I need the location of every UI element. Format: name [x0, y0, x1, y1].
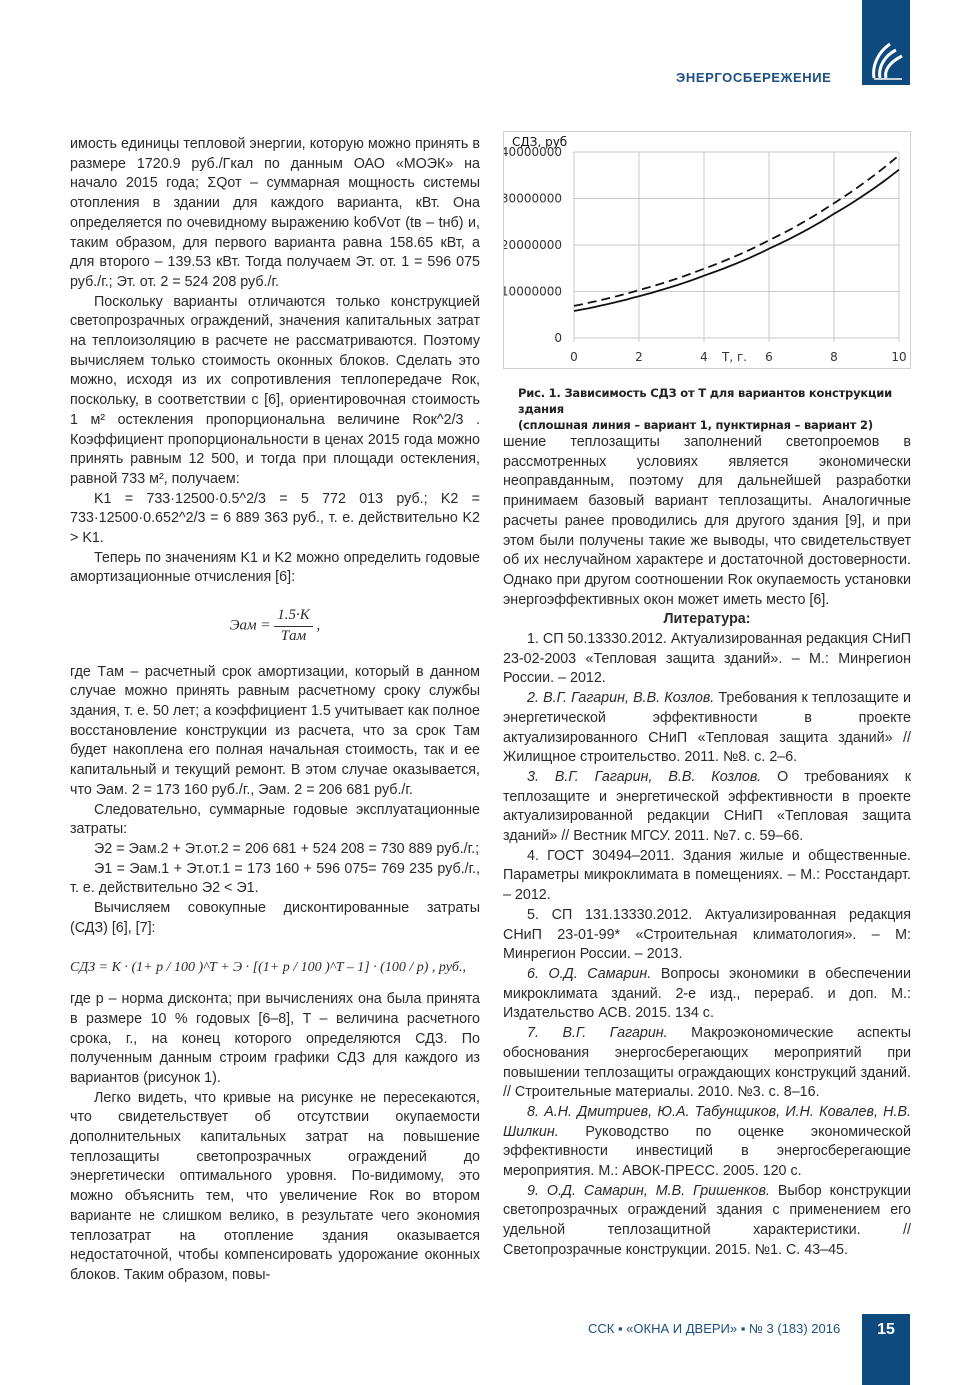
equation-e2: Э2 = Эам.2 + Эт.от.2 = 206 681 + 524 208 = 730 889 руб./г.; — [94, 840, 480, 857]
svg-text:4: 4 — [700, 350, 708, 364]
paragraph: Поскольку варианты отличаются только конструкцией светопрозрачных ограждений, значения капитальных затрат на теплоизоляцию в расчете не рассматриваются. Поэтому вычисляем только стоимость оконных блоков. Сделать это можно, исходя из их сопротивления теплопередаче Rок, поскольку, в соответствии с [6], ориентировочная стоимость 1 м² остекления пропорциональна величине Rок^2/3 . Коэффициент пропорциональности в ценах 2015 года можно принять равным 12 500, и тогда при площади остекления, равной 733 м², получаем: — [70, 293, 480, 487]
reference-author: 9. О.Д. Самарин, М.В. Гришенков. — [527, 1182, 770, 1199]
reference-author: 3. В.Г. Гагарин, В.В. Козлов. — [527, 768, 762, 785]
reference-item — [503, 906, 911, 965]
paragraph: где Tам – расчетный срок амортизации, который в данном случае можно принять равным расчетному сроку службы здания, т. е. 50 лет; а коэффициент 1.5 учитывает как полное восстановление конструкции из расчета, что за срок Tам будет накоплена его полная начальная стоимость, так и ее капитальный и текущий ремонт. В этом случае оказывается, что Эам. 2 = 173 160 руб./г., Эам. 2 = 206 681 руб./г. — [70, 663, 480, 798]
reference-item — [503, 965, 911, 1024]
figure-chart — [503, 131, 911, 369]
fraction — [274, 606, 313, 646]
reference-text: О требованиях к теплозащите и энергетической эффективности в проекте актуализированной редакции СНиП «Тепловая защита зданий» // Вестник МГСУ. 2011. №7. с. 59–66. — [503, 768, 911, 845]
formula-sdz: СДЗ = K · (1+ p / 100 )^T + Э · [(1+ p / 100 )^T – 1] · (100 / p) , руб., — [70, 960, 466, 976]
svg-text:6: 6 — [765, 350, 773, 364]
paragraph: Следовательно, суммарные годовые эксплуатационные затраты: — [70, 801, 480, 838]
section-title: ЭНЕРГОСБЕРЕЖЕНИЕ — [676, 70, 832, 85]
reference-text: Макроэкономические аспекты обоснования энергосберегающих мероприятий при повышении теплозащиты ограждающих конструкций зданий. // Строительные материалы. 2010. №3. с. 8–16. — [503, 1025, 911, 1101]
reference-item — [503, 1182, 911, 1261]
equation-e1: Э1 = Эам.1 + Эт.от.1 = 173 160 + 596 075= 769 235 руб./г., т. е. действительно Э2 < Э1. — [70, 860, 480, 897]
figure-caption — [518, 385, 903, 433]
literature-title: Литература: — [663, 611, 751, 628]
reference-author: 2. В.Г. Гагарин, В.В. Козлов. — [527, 690, 715, 707]
logo-icon — [868, 38, 904, 82]
paragraph: Легко видеть, что кривые на рисунке не пересекаются, что свидетельствует об отсутствии окупаемости дополнительных капитальных затрат на повышение теплозащиты светопрозрачных ограждений до энергетически оптимального уровня. По-видимому, это можно объяснить тем, что увеличение Rок во втором варианте не слишком велико, в результате чего экономия теплозатрат на отопление здания оказывается недостаточной, чтобы компенсировать удорожание оконных блоков. Таким образом, повы- — [70, 1089, 480, 1283]
svg-text:20000000: 20000000 — [504, 238, 562, 252]
paragraph: Вычисляем совокупные дисконтированные затраты (СДЗ) [6], [7]: — [70, 900, 480, 936]
caption-line: Рис. 1. Зависимость СДЗ от Т для вариантов конструкции здания — [518, 386, 893, 416]
formula-lhs: Эам = — [229, 617, 271, 634]
svg-text:0: 0 — [554, 331, 562, 345]
reference-author: 8. А.Н. Дмитриев, Ю.А. Табунщиков, И.Н. Ковалев, Н.В. Шилкин. — [503, 1103, 911, 1140]
reference-text: 4. ГОСТ 30494–2011. Здания жилые и общественные. Параметры микроклимата в помещениях. – М.: Росстандарт. – 2012. — [503, 847, 911, 904]
reference-text: Руководство по оценке экономической эффективности инвестиций в энергосберегающие мероприятия. М.: АВОК-ПРЕСС. 2005. 120 с. — [503, 1123, 911, 1180]
reference-text: Выбор конструкции светопрозрачных ограждений здания с применением его удельной теплозащитной характеристики. // Светопрозрачные конструкции. 2015. №1. С. 43–45. — [503, 1182, 911, 1258]
paragraph: шение теплозащиты заполнений светопроемов в рассмотренных условиях является экономически неоправданным, поэтому для дальнейшей разработки принимаем базовый вариант теплозащиты. Аналогичные расчеты ранее проводились для другого здания [9], и при этом были получены такие же выводы, что свидетельствует об их неслучайном характере и достаточной достоверности. Однако при другом соотношении Rок окупаемость установки энергоэффективных окон может иметь место [6]. — [503, 434, 911, 608]
reference-author: 6. О.Д. Самарин. — [527, 965, 652, 982]
page-number: 15 — [877, 1321, 895, 1338]
left-column — [70, 135, 480, 1286]
svg-text:30000000: 30000000 — [504, 191, 562, 206]
chart-grid — [574, 152, 899, 342]
svg-text:10: 10 — [891, 350, 907, 364]
svg-text:8: 8 — [830, 350, 838, 364]
denominator: Tам — [280, 627, 307, 644]
caption-line: (сплошная линия – вариант 1, пунктирная – вариант 2) — [518, 418, 873, 432]
reference-item — [503, 847, 911, 906]
journal-footer: ССК ▪ «ОКНА И ДВЕРИ» ▪ № 3 (183) 2016 — [588, 1321, 841, 1336]
reference-text: Вопросы экономики в обеспечении микроклимата зданий. 2-е изд., перераб. и доп. М.: Издательство АСВ. 2015. 134 с. — [503, 965, 911, 1022]
paragraph: где p – норма дисконта; при вычислениях она была принята в размере 10 % годовых [6–8], T – величина расчетного срока, г., на конец которого определяются СДЗ. По полученным данным строим графики СДЗ для каждого из вариантов (рисунок 1). — [70, 991, 480, 1086]
svg-text:10000000: 10000000 — [504, 284, 562, 299]
reference-text: Требования к теплозащите и энергетической эффективности в проекте актуализированного СНиП «Тепловая защита зданий» // Жилищное строительство. 2011. №8. с. 2–6. — [503, 690, 911, 766]
series-variant-1-solid — [574, 170, 899, 311]
series-variant-2-dashed — [574, 155, 899, 306]
reference-author: 7. В.Г. Гагарин. — [527, 1025, 668, 1042]
header-brand-band — [862, 0, 910, 85]
paragraph: Теперь по значениям K1 и K2 можно определить годовые амортизационные отчисления [6]: — [70, 549, 480, 586]
paragraph: имость единицы тепловой энергии, которую можно принять в размере 1720.9 руб./Гкал по данным ОАО «МОЭК» на начало 2015 года; ΣQот – суммарная мощность системы отопления в здании для каждого варианта, кВт. Она определяется по очевидному выражению kобVот (tв – tнб) и, таким образом, для первого варианта равна 158.65 кВт, а для второго – 139.53 кВт. Тогда получаем Эт. от. 1 = 596 075 руб./г.; Эт. от. 2 = 524 208 руб./г. — [70, 136, 480, 290]
reference-item — [503, 1103, 911, 1182]
numerator: 1.5·K — [274, 606, 313, 627]
reference-list — [503, 630, 911, 1261]
svg-text:40000000: 40000000 — [504, 145, 562, 159]
formula-amortization — [70, 606, 480, 646]
reference-text: 1. СП 50.13330.2012. Актуализированная редакция СНиП 23-02-2003 «Тепловая защита зданий». – М.: Минрегион России. – 2012. — [503, 631, 911, 687]
reference-item — [503, 768, 911, 847]
reference-item — [503, 689, 911, 768]
page-number-band — [862, 1314, 910, 1385]
svg-text:0: 0 — [570, 350, 578, 364]
svg-text:T, г.: T, г. — [722, 350, 748, 364]
reference-item — [503, 630, 911, 689]
line-chart — [504, 132, 910, 368]
right-column — [503, 433, 911, 1261]
reference-text: 5. СП 131.13330.2012. Актуализированная редакция СНиП 23-01-99* «Строительная климатология». – М: Минрегион России. – 2013. — [503, 906, 911, 963]
svg-text:СДЗ, руб: СДЗ, руб — [512, 135, 568, 149]
reference-item — [503, 1024, 911, 1103]
equation-k: K1 = 733·12500·0.5^2/3 = 5 772 013 руб.; K2 = 733·12500·0.652^2/3 = 6 889 363 руб., т. е. действительно K2 > K1. — [70, 490, 480, 547]
formula-tail: , — [316, 617, 321, 634]
svg-text:2: 2 — [635, 350, 643, 364]
